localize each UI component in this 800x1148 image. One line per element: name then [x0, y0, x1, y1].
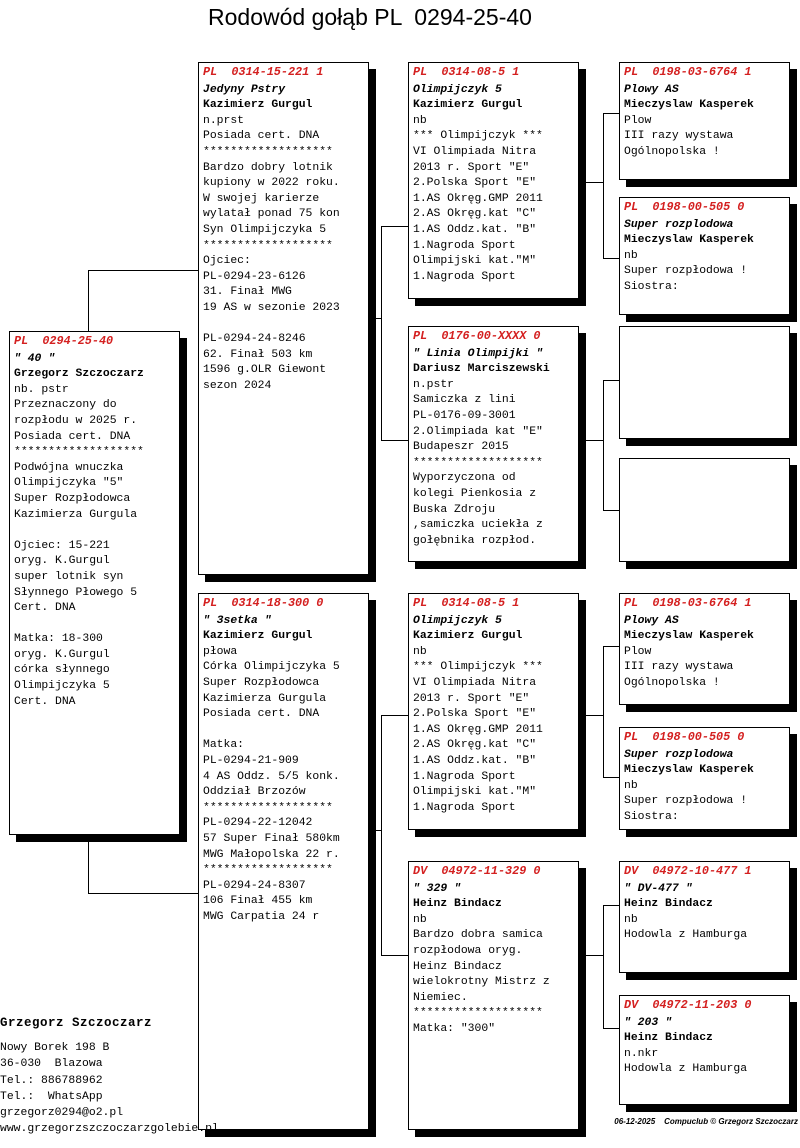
info-line: Słynnego Płowego 5	[14, 586, 138, 599]
info-line: Super rozpłodowa !	[624, 265, 748, 278]
connector-line	[369, 830, 381, 831]
info-line: Podwójna wnuczka	[14, 461, 124, 474]
info-line: 106 Finał 455 km	[203, 895, 313, 908]
info-line: PL-0176-09-3001	[413, 409, 516, 422]
info-line: Ogólnopolska !	[624, 145, 720, 158]
info-line: III razy wystawa	[624, 130, 734, 143]
info-line: Cert. DNA	[14, 602, 76, 615]
info-line: *******************	[413, 456, 543, 469]
info-line: 2.AS Okręg.kat "C"	[413, 739, 537, 752]
pigeon-card-father	[198, 62, 369, 575]
connector-line	[579, 440, 603, 441]
connector-line	[603, 777, 620, 778]
info-line: nb	[624, 249, 638, 262]
info-line: rozpłodowa oryg.	[413, 944, 523, 957]
owner-name: Mieczyslaw Kasperek	[624, 234, 754, 247]
connector-line	[603, 510, 620, 511]
connector-line	[603, 113, 620, 114]
info-line: 1.AS Oddz.kat. "B"	[413, 754, 537, 767]
connector-line	[381, 226, 382, 440]
owner-name: Kazimierz Gurgul	[413, 99, 523, 112]
info-line: 2.AS Okręg.kat "C"	[413, 208, 537, 221]
info-line: nb	[413, 913, 427, 926]
owner-name: Grzegorz Szczoczarz	[14, 368, 144, 381]
info-line: Ojciec:	[203, 255, 251, 268]
info-line: Olimpijczyka "5"	[14, 477, 124, 490]
pigeon-name: Jedyny Pstry	[203, 83, 286, 96]
info-line: 2013 r. Sport "E"	[413, 161, 530, 174]
info-line: rozpłodu w 2025 r.	[14, 414, 138, 427]
info-line: *******************	[203, 801, 333, 814]
info-line: Budapeszr 2015	[413, 441, 509, 454]
pigeon-name: Super rozplodowa	[624, 218, 734, 231]
info-line: Super Rozpłodowca	[14, 492, 131, 505]
owner-name: Kazimierz Gurgul	[413, 630, 523, 643]
pigeon-card-father-mother	[408, 326, 579, 562]
info-line: W swojej karierze	[203, 192, 320, 205]
pigeon-name: Plowy AS	[624, 83, 679, 96]
connector-line	[381, 715, 409, 716]
info-line: 2.Polska Sport "E"	[413, 177, 537, 190]
info-line: Matka: 18-300	[14, 633, 103, 646]
pigeon-card-empty	[619, 458, 790, 562]
ring-number: PL 0198-00-505 0	[624, 730, 745, 744]
info-line: 1.AS Okręg.GMP 2011	[413, 723, 543, 736]
connector-line	[88, 270, 199, 271]
info-line: n.prst	[203, 114, 245, 127]
owner-name: Mieczyslaw Kasperek	[624, 764, 754, 777]
info-line: *** Olimpijczyk ***	[413, 661, 543, 674]
info-line: *** Olimpijczyk ***	[413, 130, 543, 143]
connector-line	[603, 380, 604, 510]
connector-line	[88, 270, 89, 333]
connector-line	[603, 905, 604, 1028]
info-line: nb	[413, 114, 427, 127]
info-line: n.nkr	[624, 1047, 659, 1060]
info-line: płowa	[203, 645, 238, 658]
info-line: VI Olimpiada Nitra	[413, 145, 537, 158]
info-line: III razy wystawa	[624, 661, 734, 674]
info-line: Oddział Brzozów	[203, 786, 306, 799]
info-line: Syn Olimpijczyka 5	[203, 223, 327, 236]
pigeon-card-father-father	[408, 62, 579, 299]
connector-line	[381, 955, 409, 956]
info-line: Olimpijczyka 5	[14, 680, 110, 693]
connector-line	[88, 893, 199, 894]
pigeon-name: " Linia Olimpijki "	[413, 347, 543, 360]
breeder-whatsapp: Tel.: WhatsApp	[0, 1090, 103, 1103]
info-line: PL-0294-23-6126	[203, 270, 306, 283]
info-line: Cert. DNA	[14, 695, 76, 708]
breeder-email[interactable]: grzegorz0294@o2.pl	[0, 1107, 124, 1120]
info-line: Niemiec.	[413, 991, 468, 1004]
info-line: 62. Finał 503 km	[203, 348, 313, 361]
info-line: Posiada cert. DNA	[203, 130, 320, 143]
pigeon-card-mf-father	[619, 593, 790, 705]
pigeon-card-main	[9, 331, 180, 835]
info-line: 1.Nagroda Sport	[413, 270, 516, 283]
connector-line	[381, 226, 409, 227]
info-line	[203, 723, 364, 739]
ring-number: PL 0198-03-6764 1	[624, 596, 752, 610]
info-line: nb	[413, 645, 427, 658]
info-line: 1.Nagroda Sport	[413, 770, 516, 783]
ring-number: PL 0314-18-300 0	[203, 596, 324, 610]
pigeon-card-ff-mother	[619, 197, 790, 315]
info-line	[14, 617, 175, 633]
connector-line	[603, 113, 604, 258]
owner-name: Heinz Bindacz	[413, 898, 502, 911]
owner-name: Mieczyslaw Kasperek	[624, 630, 754, 643]
pigeon-card-mother-mother	[408, 861, 579, 1130]
connector-line	[603, 1028, 620, 1029]
breeder-address: Nowy Borek 198 B	[0, 1042, 110, 1055]
connector-line	[381, 440, 409, 441]
info-line: 1.Nagroda Sport	[413, 801, 516, 814]
ring-number: DV 04972-11-329 0	[413, 864, 541, 878]
info-line: Matka: "300"	[413, 1022, 496, 1035]
pigeon-name: Olimpijczyk 5	[413, 83, 502, 96]
pigeon-card-empty	[619, 326, 790, 439]
connector-line	[603, 380, 620, 381]
info-line: *******************	[413, 1007, 543, 1020]
ring-number: PL 0314-15-221 1	[203, 65, 324, 79]
info-line: Hodowla z Hamburga	[624, 929, 748, 942]
info-line: Kazimierza Gurgula	[203, 692, 327, 705]
info-line: Ogólnopolska !	[624, 676, 720, 689]
info-line: wielokrotny Mistrz z	[413, 976, 550, 989]
info-line: VI Olimpiada Nitra	[413, 676, 537, 689]
pigeon-card-mm-father	[619, 861, 790, 973]
pigeon-name: " 3setka "	[203, 614, 272, 627]
footer-credit: 06-12-2025 Compuclub © Grzegorz Szczoczarz	[614, 1117, 798, 1126]
ring-number: DV 04972-11-203 0	[624, 998, 752, 1012]
info-line: Matka:	[203, 739, 245, 752]
owner-name: Heinz Bindacz	[624, 898, 713, 911]
info-line: ,samiczka uciekła z	[413, 519, 543, 532]
info-line: kupiony w 2022 roku.	[203, 177, 340, 190]
info-line: 1.AS Okręg.GMP 2011	[413, 192, 543, 205]
ring-number: PL 0294-25-40	[14, 334, 114, 348]
info-line: 4 AS Oddz. 5/5 konk.	[203, 770, 340, 783]
connector-line	[579, 955, 603, 956]
connector-line	[579, 715, 603, 716]
info-line: gołębnika rozpłod.	[413, 534, 537, 547]
pigeon-name: " 40 "	[14, 352, 56, 365]
page-title: Rodowód gołąb PL 0294-25-40	[208, 4, 532, 30]
info-line: Wyporzyczona od	[413, 472, 516, 485]
pigeon-name: Olimpijczyk 5	[413, 614, 502, 627]
pigeon-name: " DV-477 "	[624, 882, 693, 895]
info-line: Kazimierza Gurgula	[14, 508, 138, 521]
info-line: Ojciec: 15-221	[14, 539, 110, 552]
info-line: PL-0294-21-909	[203, 754, 299, 767]
info-line: Posiada cert. DNA	[203, 708, 320, 721]
info-line: córka słynnego	[14, 664, 110, 677]
pigeon-card-mm-mother	[619, 995, 790, 1105]
info-line: Super rozpłodowa !	[624, 795, 748, 808]
pigeon-card-mother-father	[408, 593, 579, 830]
info-line: oryg. K.Gurgul	[14, 648, 110, 661]
info-line: Olimpijski kat."M"	[413, 786, 537, 799]
owner-name: Mieczyslaw Kasperek	[624, 99, 754, 112]
ring-number: PL 0314-08-5 1	[413, 65, 520, 79]
info-line: Plow	[624, 114, 652, 127]
info-line: Bardzo dobry lotnik	[203, 161, 333, 174]
info-line: Olimpijski kat."M"	[413, 255, 537, 268]
info-line: 1596 g.OLR Giewont	[203, 364, 327, 377]
info-line: 57 Super Finał 580km	[203, 832, 340, 845]
info-line: 31. Finał MWG	[203, 286, 292, 299]
connector-line	[603, 258, 620, 259]
owner-name: Kazimierz Gurgul	[203, 630, 313, 643]
info-line: Siostra:	[624, 280, 679, 293]
info-line: Buska Zdroju	[413, 503, 496, 516]
info-line: 1.Nagroda Sport	[413, 239, 516, 252]
info-line: Przeznaczony do	[14, 399, 117, 412]
info-line: n.pstr	[413, 378, 455, 391]
info-line: *******************	[203, 145, 333, 158]
info-line: super lotnik syn	[14, 570, 124, 583]
info-line: kolegi Pienkosia z	[413, 487, 537, 500]
breeder-name: Grzegorz Szczoczarz	[0, 1016, 153, 1030]
info-line: nb. pstr	[14, 383, 69, 396]
info-line: 1.AS Oddz.kat. "B"	[413, 223, 537, 236]
owner-name: Heinz Bindacz	[624, 1032, 713, 1045]
ring-number: DV 04972-10-477 1	[624, 864, 752, 878]
info-line: Posiada cert. DNA	[14, 430, 131, 443]
info-line: 2.Polska Sport "E"	[413, 708, 537, 721]
info-line: 2.Olimpiada kat "E"	[413, 425, 543, 438]
ring-number: PL 0198-00-505 0	[624, 200, 745, 214]
info-line: Bardzo dobra samica	[413, 929, 543, 942]
info-line: *******************	[203, 239, 333, 252]
owner-name: Dariusz Marciszewski	[413, 363, 550, 376]
info-line: wylatał ponad 75 kon	[203, 208, 340, 221]
info-line	[203, 317, 364, 333]
connector-line	[603, 646, 604, 777]
info-line: Plow	[624, 645, 652, 658]
info-line: Heinz Bindacz	[413, 960, 502, 973]
pigeon-name: " 329 "	[413, 882, 461, 895]
info-line: Córka Olimpijczyka 5	[203, 661, 340, 674]
pigeon-name: Plowy AS	[624, 614, 679, 627]
info-line: 19 AS w sezonie 2023	[203, 301, 340, 314]
connector-line	[88, 835, 89, 893]
ring-number: PL 0314-08-5 1	[413, 596, 520, 610]
info-line: Super Rozpłodowca	[203, 676, 320, 689]
ring-number: PL 0176-00-XXXX 0	[413, 329, 541, 343]
info-line: oryg. K.Gurgul	[14, 555, 110, 568]
connector-line	[369, 318, 381, 319]
connector-line	[603, 905, 620, 906]
info-line: PL-0294-22-12042	[203, 817, 313, 830]
breeder-postcode: 36-030 Blazowa	[0, 1058, 103, 1071]
breeder-info	[0, 1015, 219, 1137]
info-line: Siostra:	[624, 810, 679, 823]
owner-name: Kazimierz Gurgul	[203, 99, 313, 112]
info-line: sezon 2024	[203, 379, 272, 392]
connector-line	[603, 646, 620, 647]
connector-line	[381, 715, 382, 955]
pigeon-card-mf-mother	[619, 727, 790, 830]
info-line: MWG Carpatia 24 r	[203, 910, 320, 923]
ring-number: PL 0198-03-6764 1	[624, 65, 752, 79]
pigeon-card-mother	[198, 593, 369, 1130]
breeder-website[interactable]: www.grzegorzszczoczarzgolebie.pl	[0, 1123, 219, 1136]
info-line	[14, 523, 175, 539]
info-line: MWG Małopolska 22 r.	[203, 848, 340, 861]
breeder-phone: Tel.: 886788962	[0, 1074, 103, 1087]
info-line: *******************	[14, 446, 144, 459]
info-line: PL-0294-24-8246	[203, 333, 306, 346]
info-line: *******************	[203, 864, 333, 877]
info-line: nb	[624, 913, 638, 926]
pigeon-card-ff-father	[619, 62, 790, 180]
info-line: 2013 r. Sport "E"	[413, 692, 530, 705]
info-line: Hodowla z Hamburga	[624, 1063, 748, 1076]
pigeon-name: " 203 "	[624, 1016, 672, 1029]
info-line: Samiczka z lini	[413, 394, 516, 407]
info-line: nb	[624, 779, 638, 792]
connector-line	[579, 182, 603, 183]
info-line: PL-0294-24-8307	[203, 879, 306, 892]
pigeon-name: Super rozplodowa	[624, 748, 734, 761]
